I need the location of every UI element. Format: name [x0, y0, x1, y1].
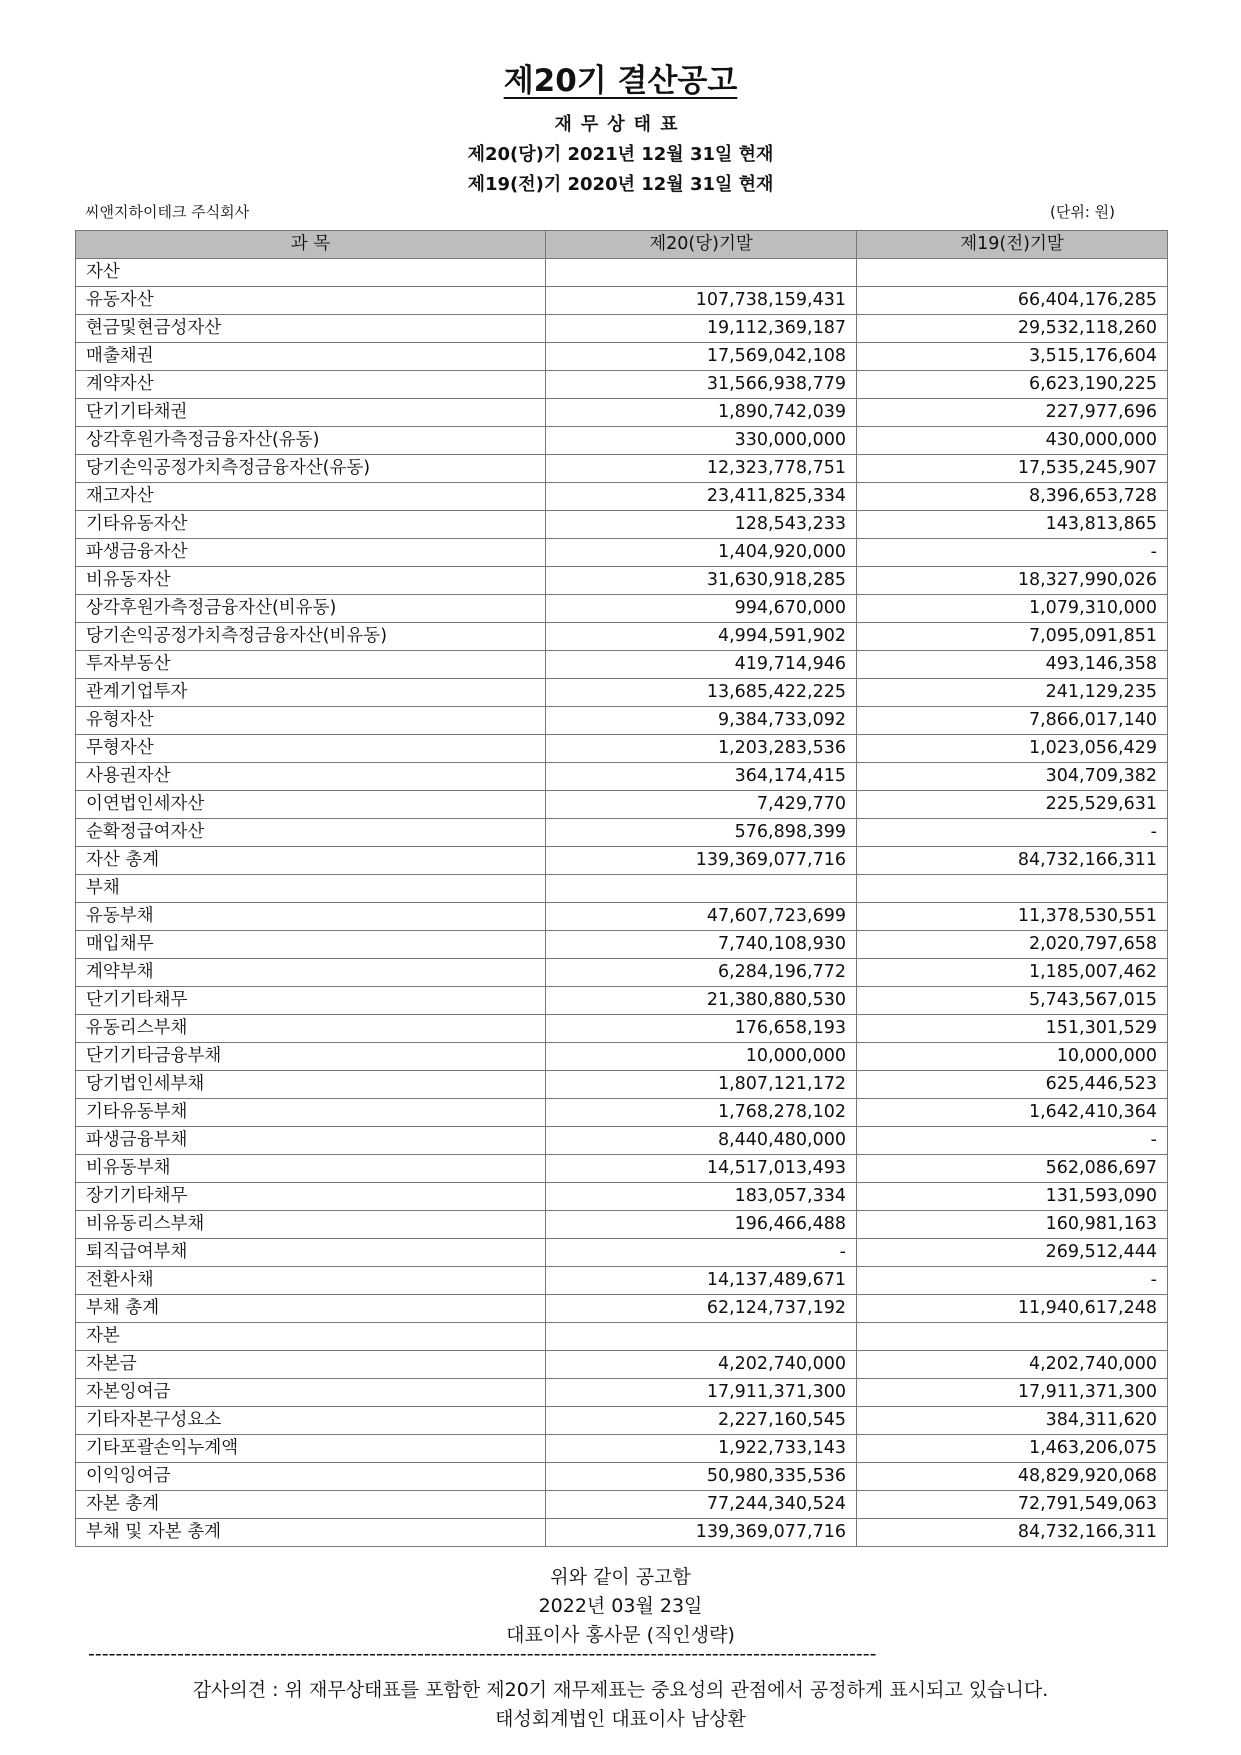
prior-value-cell: 48,829,920,068: [857, 1463, 1168, 1491]
account-name-cell: 단기기타채권: [76, 399, 546, 427]
unit-label: (단위: 원): [1050, 203, 1115, 221]
current-value-cell: 1,807,121,172: [546, 1071, 857, 1099]
current-value-cell: 139,369,077,716: [546, 847, 857, 875]
prior-value-cell: 625,446,523: [857, 1071, 1168, 1099]
current-value-cell: 14,137,489,671: [546, 1267, 857, 1295]
table-row: [76, 847, 1168, 875]
account-name-cell: 당기법인세부채: [76, 1071, 546, 1099]
table-row: [76, 875, 1168, 903]
current-value-cell: 13,685,422,225: [546, 679, 857, 707]
table-row: [76, 287, 1168, 315]
account-name-cell: 자본금: [76, 1351, 546, 1379]
account-name-cell: 계약자산: [76, 371, 546, 399]
account-name-cell: 자본잉여금: [76, 1379, 546, 1407]
account-name-cell: 부채 총계: [76, 1295, 546, 1323]
table-row: [76, 595, 1168, 623]
prior-value-cell: 160,981,163: [857, 1211, 1168, 1239]
prior-value-cell: [857, 1323, 1168, 1351]
account-name-cell: 순확정급여자산: [76, 819, 546, 847]
prior-value-cell: 1,463,206,075: [857, 1435, 1168, 1463]
prior-value-cell: 4,202,740,000: [857, 1351, 1168, 1379]
prior-value-cell: 66,404,176,285: [857, 287, 1168, 315]
current-value-cell: 62,124,737,192: [546, 1295, 857, 1323]
prior-value-cell: 7,095,091,851: [857, 623, 1168, 651]
balance-sheet-table: [75, 230, 1168, 1547]
current-value-cell: 19,112,369,187: [546, 315, 857, 343]
table-row: [76, 1239, 1168, 1267]
prior-value-cell: 269,512,444: [857, 1239, 1168, 1267]
current-value-cell: 17,911,371,300: [546, 1379, 857, 1407]
table-row: [76, 1043, 1168, 1071]
account-name-cell: 계약부채: [76, 959, 546, 987]
table-row: [76, 1379, 1168, 1407]
account-name-cell: 부채 및 자본 총계: [76, 1519, 546, 1547]
current-value-cell: 14,517,013,493: [546, 1155, 857, 1183]
account-name-cell: 단기기타금융부채: [76, 1043, 546, 1071]
prior-value-cell: 227,977,696: [857, 399, 1168, 427]
table-row: [76, 483, 1168, 511]
announcement-text: 위와 같이 공고함: [550, 1566, 691, 1588]
prior-value-cell: 131,593,090: [857, 1183, 1168, 1211]
table-row: [76, 1099, 1168, 1127]
current-value-cell: 364,174,415: [546, 763, 857, 791]
current-value-cell: 2,227,160,545: [546, 1407, 857, 1435]
account-name-cell: 비유동자산: [76, 567, 546, 595]
prior-value-cell: 17,911,371,300: [857, 1379, 1168, 1407]
prior-value-cell: 1,023,056,429: [857, 735, 1168, 763]
prior-value-cell: 84,732,166,311: [857, 1519, 1168, 1547]
prior-value-cell: 11,378,530,551: [857, 903, 1168, 931]
current-value-cell: 419,714,946: [546, 651, 857, 679]
current-value-cell: 330,000,000: [546, 427, 857, 455]
company-name: 씨앤지하이테크 주식회사: [85, 203, 250, 221]
table-row: [76, 1211, 1168, 1239]
current-value-cell: 4,994,591,902: [546, 623, 857, 651]
current-value-cell: 6,284,196,772: [546, 959, 857, 987]
prior-value-cell: 225,529,631: [857, 791, 1168, 819]
table-row: [76, 791, 1168, 819]
announcement-date: 2022년 03월 23일: [538, 1595, 703, 1617]
account-name-cell: 유동부채: [76, 903, 546, 931]
current-value-cell: 1,768,278,102: [546, 1099, 857, 1127]
table-row: [76, 511, 1168, 539]
account-name-cell: 자본: [76, 1323, 546, 1351]
table-row: [76, 1183, 1168, 1211]
table-row: [76, 1351, 1168, 1379]
table-row: [76, 343, 1168, 371]
prior-value-cell: 29,532,118,260: [857, 315, 1168, 343]
table-row: [76, 931, 1168, 959]
prior-value-cell: 384,311,620: [857, 1407, 1168, 1435]
table-row: [76, 315, 1168, 343]
prior-value-cell: 84,732,166,311: [857, 847, 1168, 875]
table-row: [76, 567, 1168, 595]
account-name-cell: 유동자산: [76, 287, 546, 315]
account-name-cell: 당기손익공정가치측정금융자산(유동): [76, 455, 546, 483]
account-name-cell: 이익잉여금: [76, 1463, 546, 1491]
table-row: [76, 987, 1168, 1015]
table-row: [76, 1295, 1168, 1323]
prior-value-cell: 72,791,549,063: [857, 1491, 1168, 1519]
table-row: [76, 1519, 1168, 1547]
current-value-cell: [546, 259, 857, 287]
current-value-cell: 31,566,938,779: [546, 371, 857, 399]
current-value-cell: 17,569,042,108: [546, 343, 857, 371]
table-row: [76, 679, 1168, 707]
prior-value-cell: 562,086,697: [857, 1155, 1168, 1183]
table-row: [76, 707, 1168, 735]
prior-value-cell: 493,146,358: [857, 651, 1168, 679]
table-row: [76, 735, 1168, 763]
table-row: [76, 623, 1168, 651]
account-name-cell: 사용권자산: [76, 763, 546, 791]
current-value-cell: [546, 1323, 857, 1351]
account-name-cell: 기타유동자산: [76, 511, 546, 539]
header-prior-period: 제19(전)기말: [857, 231, 1168, 259]
account-name-cell: 비유동부채: [76, 1155, 546, 1183]
prior-value-cell: 18,327,990,026: [857, 567, 1168, 595]
account-name-cell: 현금및현금성자산: [76, 315, 546, 343]
prior-value-cell: 430,000,000: [857, 427, 1168, 455]
prior-value-cell: 6,623,190,225: [857, 371, 1168, 399]
account-name-cell: 기타유동부채: [76, 1099, 546, 1127]
current-value-cell: 4,202,740,000: [546, 1351, 857, 1379]
account-name-cell: 기타자본구성요소: [76, 1407, 546, 1435]
account-name-cell: 재고자산: [76, 483, 546, 511]
notice-title-text: 제20기 결산공고: [503, 63, 738, 99]
table-row: [76, 1267, 1168, 1295]
current-value-cell: 1,404,920,000: [546, 539, 857, 567]
current-value-cell: 10,000,000: [546, 1043, 857, 1071]
current-value-cell: 8,440,480,000: [546, 1127, 857, 1155]
current-value-cell: 183,057,334: [546, 1183, 857, 1211]
prior-value-cell: 1,079,310,000: [857, 595, 1168, 623]
prior-value-cell: [857, 259, 1168, 287]
account-name-cell: 자산 총계: [76, 847, 546, 875]
table-row: [76, 1463, 1168, 1491]
table-row: [76, 959, 1168, 987]
current-value-cell: 50,980,335,536: [546, 1463, 857, 1491]
current-value-cell: 139,369,077,716: [546, 1519, 857, 1547]
account-name-cell: 투자부동산: [76, 651, 546, 679]
account-name-cell: 자본 총계: [76, 1491, 546, 1519]
account-name-cell: 파생금융부채: [76, 1127, 546, 1155]
table-body: [76, 259, 1168, 1547]
prior-value-cell: -: [857, 1127, 1168, 1155]
table-row: [76, 427, 1168, 455]
table-row: [76, 1015, 1168, 1043]
prior-value-cell: -: [857, 819, 1168, 847]
current-value-cell: 176,658,193: [546, 1015, 857, 1043]
current-value-cell: 21,380,880,530: [546, 987, 857, 1015]
table-row: [76, 539, 1168, 567]
table-row: [76, 1155, 1168, 1183]
account-name-cell: 상각후원가측정금융자산(비유동): [76, 595, 546, 623]
account-name-cell: 퇴직급여부채: [76, 1239, 546, 1267]
prior-value-cell: 3,515,176,604: [857, 343, 1168, 371]
table-row: [76, 455, 1168, 483]
period-current: 제20(당)기 2021년 12월 31일 현재: [467, 144, 774, 165]
current-value-cell: 9,384,733,092: [546, 707, 857, 735]
account-name-cell: 부채: [76, 875, 546, 903]
table-row: [76, 1071, 1168, 1099]
current-value-cell: 12,323,778,751: [546, 455, 857, 483]
current-value-cell: 47,607,723,699: [546, 903, 857, 931]
table-header-row: [76, 231, 1168, 259]
account-name-cell: 매출채권: [76, 343, 546, 371]
account-name-cell: 상각후원가측정금융자산(유동): [76, 427, 546, 455]
prior-value-cell: -: [857, 1267, 1168, 1295]
current-value-cell: 1,922,733,143: [546, 1435, 857, 1463]
prior-value-cell: 11,940,617,248: [857, 1295, 1168, 1323]
table-row: [76, 371, 1168, 399]
prior-value-cell: 7,866,017,140: [857, 707, 1168, 735]
header-account: 과 목: [76, 231, 546, 259]
period-prior: 제19(전)기 2020년 12월 31일 현재: [467, 174, 774, 195]
prior-value-cell: 1,642,410,364: [857, 1099, 1168, 1127]
prior-value-cell: 17,535,245,907: [857, 455, 1168, 483]
dashed-separator: -------------------------------------------------------------------------------------------------------------------: [88, 1643, 877, 1665]
current-value-cell: 994,670,000: [546, 595, 857, 623]
prior-value-cell: 5,743,567,015: [857, 987, 1168, 1015]
prior-value-cell: 2,020,797,658: [857, 931, 1168, 959]
account-name-cell: 유동리스부채: [76, 1015, 546, 1043]
current-value-cell: 31,630,918,285: [546, 567, 857, 595]
table-row: [76, 259, 1168, 287]
table-row: [76, 399, 1168, 427]
prior-value-cell: 143,813,865: [857, 511, 1168, 539]
table-row: [76, 1491, 1168, 1519]
current-value-cell: 196,466,488: [546, 1211, 857, 1239]
current-value-cell: [546, 875, 857, 903]
statement-type: 재무상태표: [554, 114, 687, 135]
account-name-cell: 무형자산: [76, 735, 546, 763]
current-value-cell: 576,898,399: [546, 819, 857, 847]
account-name-cell: 이연법인세자산: [76, 791, 546, 819]
account-name-cell: 관계기업투자: [76, 679, 546, 707]
table-row: [76, 903, 1168, 931]
prior-value-cell: -: [857, 539, 1168, 567]
account-name-cell: 매입채무: [76, 931, 546, 959]
account-name-cell: 전환사채: [76, 1267, 546, 1295]
prior-value-cell: 151,301,529: [857, 1015, 1168, 1043]
account-name-cell: 자산: [76, 259, 546, 287]
current-value-cell: 23,411,825,334: [546, 483, 857, 511]
table-row: [76, 651, 1168, 679]
table-row: [76, 819, 1168, 847]
current-value-cell: 107,738,159,431: [546, 287, 857, 315]
prior-value-cell: 8,396,653,728: [857, 483, 1168, 511]
current-value-cell: 7,740,108,930: [546, 931, 857, 959]
current-value-cell: 128,543,233: [546, 511, 857, 539]
table-row: [76, 763, 1168, 791]
account-name-cell: 당기손익공정가치측정금융자산(비유동): [76, 623, 546, 651]
auditor-name: 태성회계법인 대표이사 남상환: [495, 1708, 746, 1730]
prior-value-cell: 1,185,007,462: [857, 959, 1168, 987]
account-name-cell: 비유동리스부채: [76, 1211, 546, 1239]
account-name-cell: 파생금융자산: [76, 539, 546, 567]
prior-value-cell: 304,709,382: [857, 763, 1168, 791]
header-current-period: 제20(당)기말: [546, 231, 857, 259]
account-name-cell: 유형자산: [76, 707, 546, 735]
current-value-cell: 1,203,283,536: [546, 735, 857, 763]
table-row: [76, 1127, 1168, 1155]
account-name-cell: 단기기타채무: [76, 987, 546, 1015]
current-value-cell: 7,429,770: [546, 791, 857, 819]
account-name-cell: 기타포괄손익누계액: [76, 1435, 546, 1463]
audit-opinion: 감사의견 : 위 재무상태표를 포함한 제20기 재무제표는 중요성의 관점에서 공정하게 표시되고 있습니다.: [192, 1679, 1049, 1701]
current-value-cell: -: [546, 1239, 857, 1267]
notice-title: [0, 55, 1241, 100]
current-value-cell: 1,890,742,039: [546, 399, 857, 427]
table-row: [76, 1407, 1168, 1435]
prior-value-cell: 241,129,235: [857, 679, 1168, 707]
prior-value-cell: 10,000,000: [857, 1043, 1168, 1071]
prior-value-cell: [857, 875, 1168, 903]
ceo-signature: 대표이사 홍사문 (직인생략): [506, 1624, 735, 1646]
table-row: [76, 1323, 1168, 1351]
account-name-cell: 장기기타채무: [76, 1183, 546, 1211]
current-value-cell: 77,244,340,524: [546, 1491, 857, 1519]
table-row: [76, 1435, 1168, 1463]
